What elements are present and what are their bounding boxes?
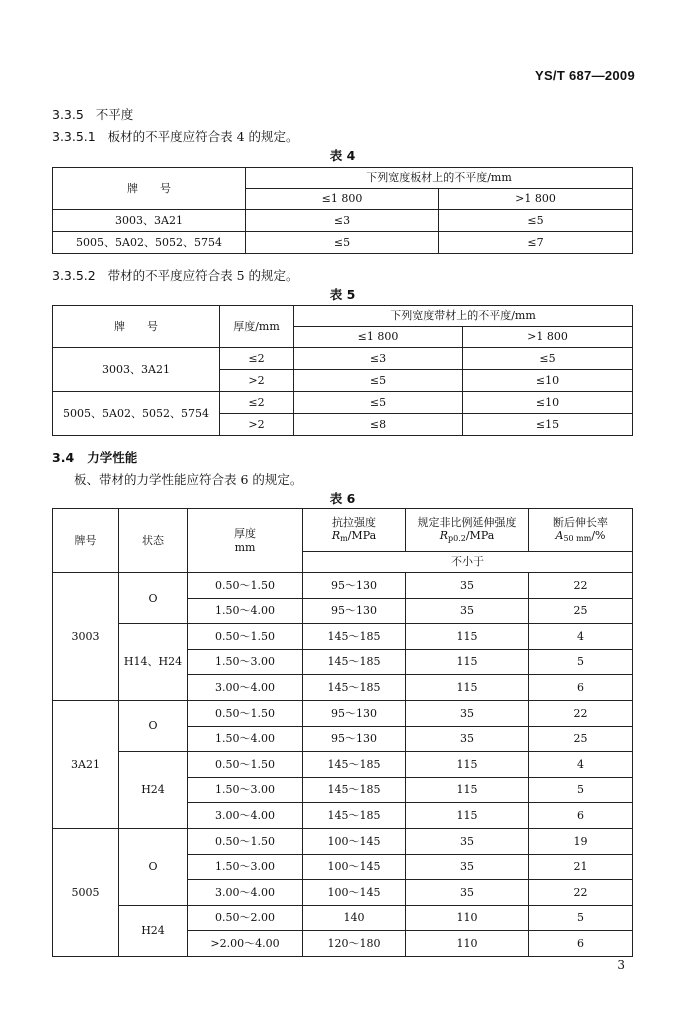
flatness-cell: ≤10 <box>463 392 633 414</box>
table-6-tensile-strength-header <box>303 509 406 552</box>
thickness-cell: ≤2 <box>220 348 294 370</box>
section-number: 3.3.5 <box>52 107 84 122</box>
table-row <box>53 700 633 726</box>
elongation-unit: /% <box>591 529 606 543</box>
proof-strength-cell: 115 <box>406 803 529 829</box>
table-5-width-le-1800: ≤1 800 <box>294 327 463 348</box>
proof-label: 规定非比例延伸强度 <box>417 516 517 530</box>
flatness-cell: ≤5 <box>463 348 633 370</box>
tensile-strength-cell: 145～185 <box>303 675 406 701</box>
proof-strength-cell: 35 <box>406 828 529 854</box>
table-4-width-gt-1800: >1 800 <box>439 189 633 210</box>
elongation-cell: 5 <box>529 649 633 675</box>
thickness-cell: 1.50～3.00 <box>188 649 303 675</box>
flatness-cell: ≤10 <box>463 370 633 392</box>
proof-symbol: R <box>439 529 448 543</box>
proof-strength-cell: 115 <box>406 752 529 778</box>
elongation-cell: 6 <box>529 931 633 957</box>
elongation-cell: 19 <box>529 828 633 854</box>
elongation-cell: 6 <box>529 675 633 701</box>
flatness-cell: ≤15 <box>463 414 633 436</box>
proof-subscript: p0.2 <box>448 534 466 544</box>
thickness-cell: 3.00～4.00 <box>188 675 303 701</box>
tensile-subscript: m <box>340 534 348 544</box>
tensile-strength-cell: 145～185 <box>303 752 406 778</box>
tensile-label: 抗拉强度 <box>332 516 376 530</box>
grade-cell: 5005 <box>53 828 119 956</box>
table-row <box>53 392 633 414</box>
table-row <box>53 752 633 778</box>
thickness-cell: 0.50～2.00 <box>188 905 303 931</box>
thickness-cell: >2 <box>220 414 294 436</box>
clause-number: 3.3.5.1 <box>52 129 96 144</box>
table-5-thickness-header: 厚度/mm <box>220 306 294 348</box>
section-title: 力学性能 <box>87 450 138 465</box>
state-cell: H24 <box>119 905 188 956</box>
proof-strength-cell: 115 <box>406 649 529 675</box>
clause-text: 板材的不平度应符合表 4 的规定。 <box>107 129 299 144</box>
table-4-width-le-1800: ≤1 800 <box>246 189 439 210</box>
proof-strength-cell: 115 <box>406 675 529 701</box>
table-row <box>53 573 633 599</box>
thickness-label: 厚度 <box>234 527 256 541</box>
page-number: 3 <box>617 958 625 972</box>
thickness-cell: 0.50～1.50 <box>188 624 303 650</box>
elongation-cell: 4 <box>529 752 633 778</box>
grade-cell: 5005、5A02、5052、5754 <box>53 232 246 254</box>
thickness-cell: 3.00～4.00 <box>188 880 303 906</box>
table-6-thickness-header <box>188 509 303 573</box>
proof-strength-cell: 35 <box>406 573 529 599</box>
tensile-unit: /MPa <box>347 529 377 543</box>
state-cell: O <box>119 573 188 624</box>
thickness-cell: 1.50～3.00 <box>188 777 303 803</box>
flatness-cell: ≤5 <box>294 392 463 414</box>
table-row <box>53 624 633 650</box>
tensile-strength-cell: 95～130 <box>303 598 406 624</box>
clause-text: 带材的不平度应符合表 5 的规定。 <box>107 268 299 283</box>
table-5-width-gt-1800: >1 800 <box>463 327 633 348</box>
proof-strength-cell: 35 <box>406 880 529 906</box>
elongation-cell: 25 <box>529 726 633 752</box>
table-4-flatness-header: 下列宽度板材上的不平度/mm <box>246 168 633 189</box>
state-cell: H24 <box>119 752 188 829</box>
elongation-cell: 4 <box>529 624 633 650</box>
flatness-cell: ≤7 <box>439 232 633 254</box>
thickness-cell: 3.00～4.00 <box>188 803 303 829</box>
table-4-caption: 表 4 <box>329 148 356 163</box>
state-cell: H14、H24 <box>119 624 188 701</box>
grade-cell: 3003、3A21 <box>53 210 246 232</box>
proof-strength-cell: 35 <box>406 598 529 624</box>
tensile-strength-cell: 100～145 <box>303 880 406 906</box>
proof-unit: /MPa <box>465 529 495 543</box>
tensile-strength-cell: 95～130 <box>303 700 406 726</box>
clause-3-3-5-1 <box>52 127 299 145</box>
elongation-cell: 6 <box>529 803 633 829</box>
thickness-cell: 0.50～1.50 <box>188 573 303 599</box>
flatness-cell: ≤5 <box>246 232 439 254</box>
elongation-label: 断后伸长率 <box>553 516 608 530</box>
grade-cell: 5005、5A02、5052、5754 <box>53 392 220 436</box>
paragraph-3-4: 板、带材的力学性能应符合表 6 的规定。 <box>74 472 303 487</box>
thickness-cell: 1.50～3.00 <box>188 854 303 880</box>
table-6-caption: 表 6 <box>329 491 356 506</box>
tensile-strength-cell: 100～145 <box>303 854 406 880</box>
tensile-strength-cell: 95～130 <box>303 726 406 752</box>
table-6-proof-strength-header <box>406 509 529 552</box>
table-6-grade-header: 牌号 <box>53 509 119 573</box>
tensile-strength-cell: 140 <box>303 905 406 931</box>
elongation-cell: 5 <box>529 777 633 803</box>
table-6-minimum-note: 不小于 <box>303 552 633 573</box>
table-6 <box>52 508 633 957</box>
table-4 <box>52 167 633 254</box>
flatness-cell: ≤3 <box>246 210 439 232</box>
clause-number: 3.3.5.2 <box>52 268 96 283</box>
elongation-symbol: A <box>555 529 564 543</box>
elongation-cell: 21 <box>529 854 633 880</box>
proof-strength-cell: 115 <box>406 624 529 650</box>
proof-strength-cell: 35 <box>406 854 529 880</box>
section-number: 3.4 <box>52 450 75 465</box>
table-6-elongation-header <box>529 509 633 552</box>
thickness-cell: ≤2 <box>220 392 294 414</box>
table-row <box>53 210 633 232</box>
grade-cell: 3A21 <box>53 700 119 828</box>
table-5-caption: 表 5 <box>329 287 356 302</box>
flatness-cell: ≤3 <box>294 348 463 370</box>
thickness-cell: 1.50～4.00 <box>188 598 303 624</box>
table-5-flatness-header: 下列宽度带材上的不平度/mm <box>294 306 633 327</box>
flatness-cell: ≤5 <box>294 370 463 392</box>
state-cell: O <box>119 828 188 905</box>
elongation-cell: 5 <box>529 905 633 931</box>
tensile-strength-cell: 145～185 <box>303 777 406 803</box>
tensile-symbol: R <box>331 529 341 543</box>
thickness-cell: 0.50～1.50 <box>188 752 303 778</box>
proof-strength-cell: 110 <box>406 931 529 957</box>
tensile-strength-cell: 145～185 <box>303 803 406 829</box>
proof-strength-cell: 115 <box>406 777 529 803</box>
state-cell: O <box>119 700 188 751</box>
table-row <box>53 905 633 931</box>
table-4-grade-header: 牌 号 <box>53 168 246 210</box>
grade-cell: 3003 <box>53 573 119 701</box>
proof-strength-cell: 35 <box>406 726 529 752</box>
table-5 <box>52 305 633 436</box>
flatness-cell: ≤5 <box>439 210 633 232</box>
table-6-state-header: 状态 <box>119 509 188 573</box>
thickness-cell: >2 <box>220 370 294 392</box>
tensile-strength-cell: 145～185 <box>303 649 406 675</box>
elongation-subscript: 50 mm <box>563 534 592 544</box>
tensile-strength-cell: 120～180 <box>303 931 406 957</box>
proof-strength-cell: 35 <box>406 700 529 726</box>
elongation-cell: 22 <box>529 880 633 906</box>
section-title: 不平度 <box>95 107 134 122</box>
thickness-cell: 1.50～4.00 <box>188 726 303 752</box>
grade-cell: 3003、3A21 <box>53 348 220 392</box>
standard-code: YS/T 687—2009 <box>534 68 635 83</box>
tensile-strength-cell: 100～145 <box>303 828 406 854</box>
thickness-cell: 0.50～1.50 <box>188 828 303 854</box>
thickness-cell: >2.00～4.00 <box>188 931 303 957</box>
table-row <box>53 828 633 854</box>
tensile-strength-cell: 145～185 <box>303 624 406 650</box>
thickness-cell: 0.50～1.50 <box>188 700 303 726</box>
section-3-3-5-heading <box>52 105 133 123</box>
elongation-cell: 22 <box>529 700 633 726</box>
table-row <box>53 232 633 254</box>
tensile-strength-cell: 95～130 <box>303 573 406 599</box>
elongation-cell: 22 <box>529 573 633 599</box>
elongation-cell: 25 <box>529 598 633 624</box>
proof-strength-cell: 110 <box>406 905 529 931</box>
clause-3-3-5-2 <box>52 266 299 284</box>
thickness-unit: mm <box>234 540 256 554</box>
table-5-grade-header: 牌 号 <box>53 306 220 348</box>
section-3-4-heading <box>52 448 137 466</box>
flatness-cell: ≤8 <box>294 414 463 436</box>
table-row <box>53 348 633 370</box>
